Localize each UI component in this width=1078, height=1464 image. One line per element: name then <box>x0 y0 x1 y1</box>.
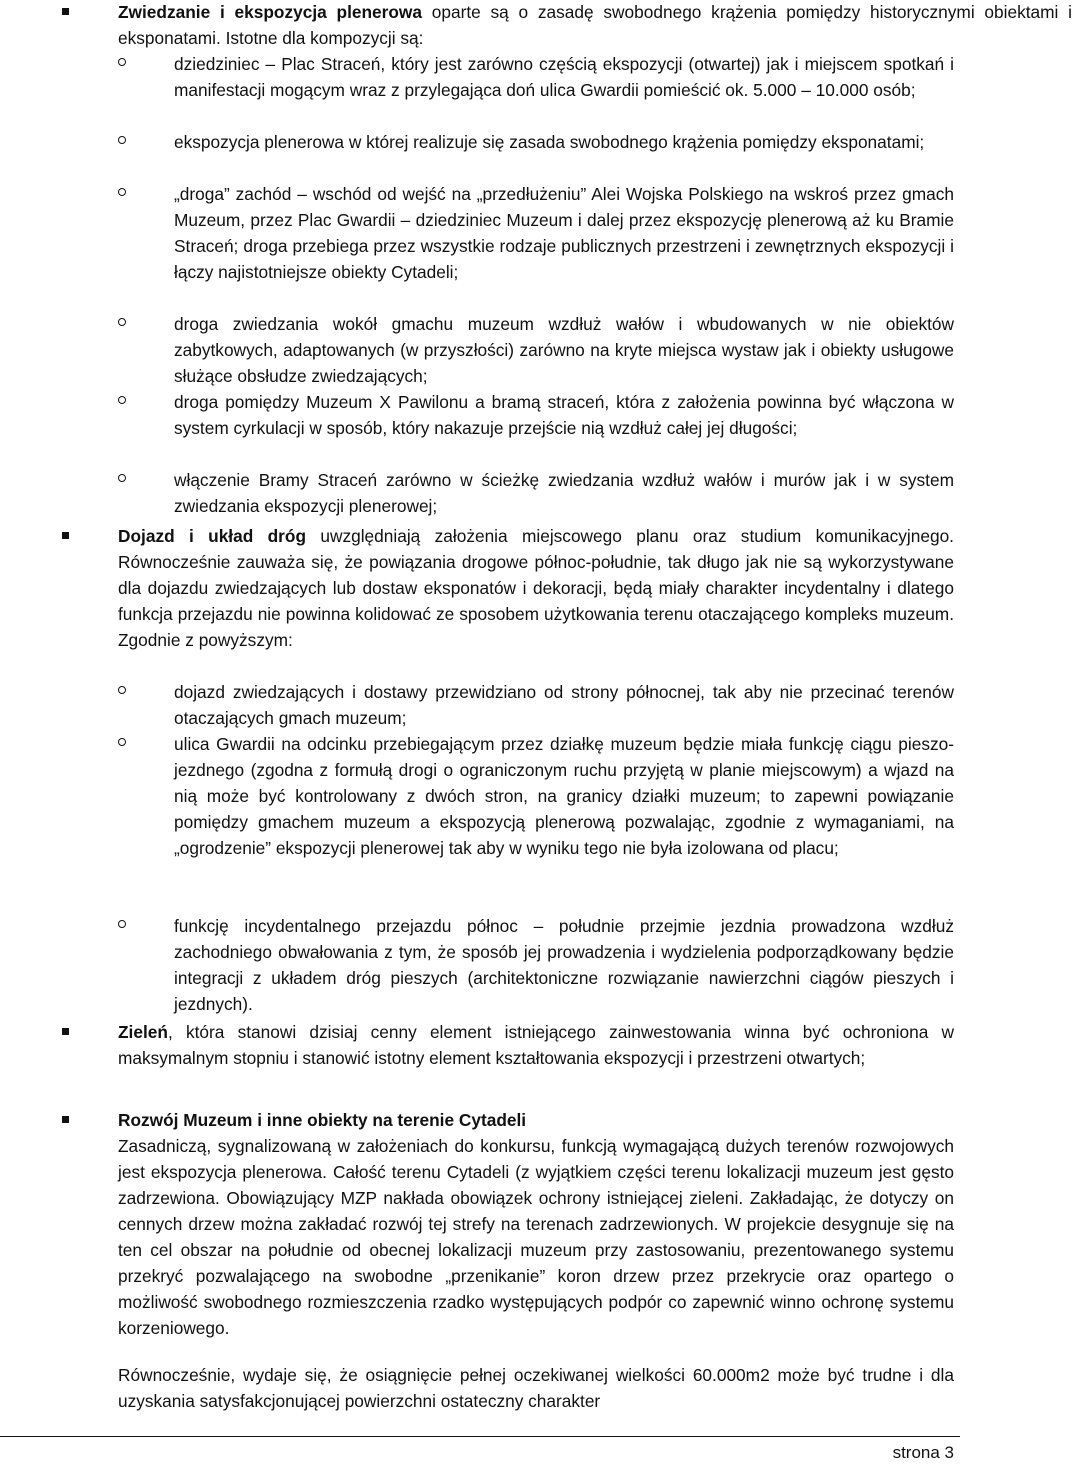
list-item <box>0 51 960 103</box>
list-item <box>0 731 960 861</box>
list-item-text: dziedziniec – Plac Straceń, który jest zarówno częścią ekspozycji (otwartej) jak i miejscem spotkań i manifestacji mogącym wraz z przylegająca doń ulica Gwardii pomieścić ok. 5.000 – 10.000 osób; <box>174 54 954 100</box>
circle-bullet-icon <box>118 136 126 144</box>
footer-divider <box>0 1436 960 1437</box>
list-item-text: dojazd zwiedzających i dostawy przewidziano od strony północnej, tak aby nie przecinać terenów otaczających gmach muzeum; <box>174 682 954 728</box>
paragraph <box>0 1362 960 1414</box>
section-rozwoj <box>0 1107 960 1133</box>
list-item-text: droga pomiędzy Muzeum X Pawilonu a bramą straceń, która z założenia powinna być włączona w system cyrkulacji w sposób, który nakazuje przejście nią wzdłuż całej jej długości; <box>174 392 954 438</box>
section-heading: Zwiedzanie i ekspozycja plenerowa <box>118 2 422 22</box>
section-zwiedzanie <box>0 0 1078 51</box>
circle-bullet-icon <box>118 188 126 196</box>
list-item <box>0 129 960 155</box>
circle-bullet-icon <box>118 920 126 928</box>
list-item-text: „droga” zachód – wschód od wejść na „przedłużeniu” Alei Wojska Polskiego na wskroś przez gmach Muzeum, przez Plac Gwardii – dziedziniec Muzeum i dalej przez ekspozycję plenerową aż ku Bramie Straceń; droga przebiega przez wszystkie rodzaje publicznych przestrzeni i zewnętrznych ekspozycji i łączy najistotniejsze obiekty Cytadeli; <box>174 184 954 282</box>
section-heading: Dojazd i układ dróg <box>118 526 307 546</box>
list-item-text: funkcję incydentalnego przejazdu północ – południe przejmie jezdnia prowadzona wzdłuż zachodniego obwałowania z tym, że sposób jej prowadzenia i wydzielenia podporządkowany będzie integracji z układem dróg pieszych (architektoniczne rozwiązanie nawierzchni ciągów pieszych i jezdnych). <box>174 916 954 1014</box>
list-item-text: włączenie Bramy Straceń zarówno w ścieżkę zwiedzania wzdłuż wałów i murów jak i w system zwiedzania ekspozycji plenerowej; <box>174 470 954 516</box>
paragraph-text: Zasadniczą, sygnalizowaną w założeniach do konkursu, funkcją wymagającą dużych terenów rozwojowych jest ekspozycja plenerowa. Całość terenu Cytadeli (z wyjątkiem części terenu lokalizacji muzeum jest gęsto zadrzewiona. Obowiązujący MZP nakłada obowiązek ochrony istniejącej zieleni. Zakładając, że dotyczy on cennych drzew można zakładać rozwój tej strefy na terenach zadrzewionych. W projekcie desygnuje się na ten cel obszar na południe od obecnej lokalizacji muzeum przy zastosowaniu, prezentowanego systemu przekryć pozwalającego na swobodne „przenikanie” koron drzew przez przekrycie oraz opartego o możliwość swobodnego rozmieszczenia rzadko występujących podpór co zapewnić winno ochronę systemu korzeniowego. <box>118 1136 954 1338</box>
circle-bullet-icon <box>118 474 126 482</box>
section-text: uwzględniają założenia miejscowego planu oraz studium komunikacyjnego. Równocześnie zauważa się, że powiązania drogowe północ-południe, tak długo jak nie są wykorzystywane dla dojazdu zwiedzających lub dostaw eksponatów i dekoracji, będą miały charakter incydentalny i dlatego funkcja przejazdu nie powinna kolidować ze sposobem użytkowania terenu otaczającego kompleks muzeum. Zgodnie z powyższym: <box>118 526 954 650</box>
square-bullet-icon <box>62 8 69 15</box>
page-number: strona 3 <box>892 1443 954 1462</box>
list-item-text: ulica Gwardii na odcinku przebiegającym przez działkę muzeum będzie miała funkcję ciągu pieszo-jezdnego (zgodna z formułą drogi o ograniczonym ruchu przyjętą w planie miejscowym) a wjazd na nią może być kontrolowany z dwóch stron, na granicy działki muzeum; to zapewni powiązanie pomiędzy gmachem muzeum a ekspozycją plenerową pozwalając, zgodnie z wymaganiami, na „ogrodzenie” ekspozycji plenerowej tak aby w wyniku tego nie była izolowana od placu; <box>174 734 954 858</box>
section-dojazd <box>0 523 960 653</box>
square-bullet-icon <box>62 1116 69 1123</box>
list-item <box>0 913 960 1017</box>
circle-bullet-icon <box>118 58 126 66</box>
square-bullet-icon <box>62 532 69 539</box>
paragraph-text: Równocześnie, wydaje się, że osiągnięcie pełnej oczekiwanej wielkości 60.000m2 może być trudne i dla uzyskania satysfakcjonującej powierzchni ostateczny charakter <box>118 1365 954 1411</box>
paragraph <box>0 1133 960 1341</box>
circle-bullet-icon <box>118 738 126 746</box>
section-heading: Rozwój Muzeum i inne obiekty na terenie Cytadeli <box>118 1110 527 1130</box>
section-text: oparte są o zasadę swobodnego krążenia pomiędzy historycznymi obiektami i eksponatami. Istotne dla kompozycji są: <box>118 2 1072 48</box>
list-item <box>0 467 960 519</box>
square-bullet-icon <box>62 1028 69 1035</box>
list-item <box>0 679 960 731</box>
list-item <box>0 311 960 389</box>
circle-bullet-icon <box>118 396 126 404</box>
list-item <box>0 389 960 441</box>
list-item-text: droga zwiedzania wokół gmachu muzeum wzdłuż wałów i wbudowanych w nie obiektów zabytkowych, adaptowanych (w przyszłości) zarówno na kryte miejsca wystaw jak i obiekty usługowe służące obsłudze zwiedzających; <box>174 314 954 386</box>
section-heading: Zieleń <box>118 1022 168 1042</box>
circle-bullet-icon <box>118 686 126 694</box>
section-zielen <box>0 1019 960 1071</box>
list-item-text: ekspozycja plenerowa w której realizuje się zasada swobodnego krążenia pomiędzy eksponatami; <box>174 132 925 152</box>
list-item <box>0 181 960 285</box>
circle-bullet-icon <box>118 318 126 326</box>
section-text: , która stanowi dzisiaj cenny element istniejącego zainwestowania winna być ochroniona w maksymalnym stopniu i stanowić istotny element kształtowania ekspozycji i przestrzeni otwartych; <box>118 1022 954 1068</box>
